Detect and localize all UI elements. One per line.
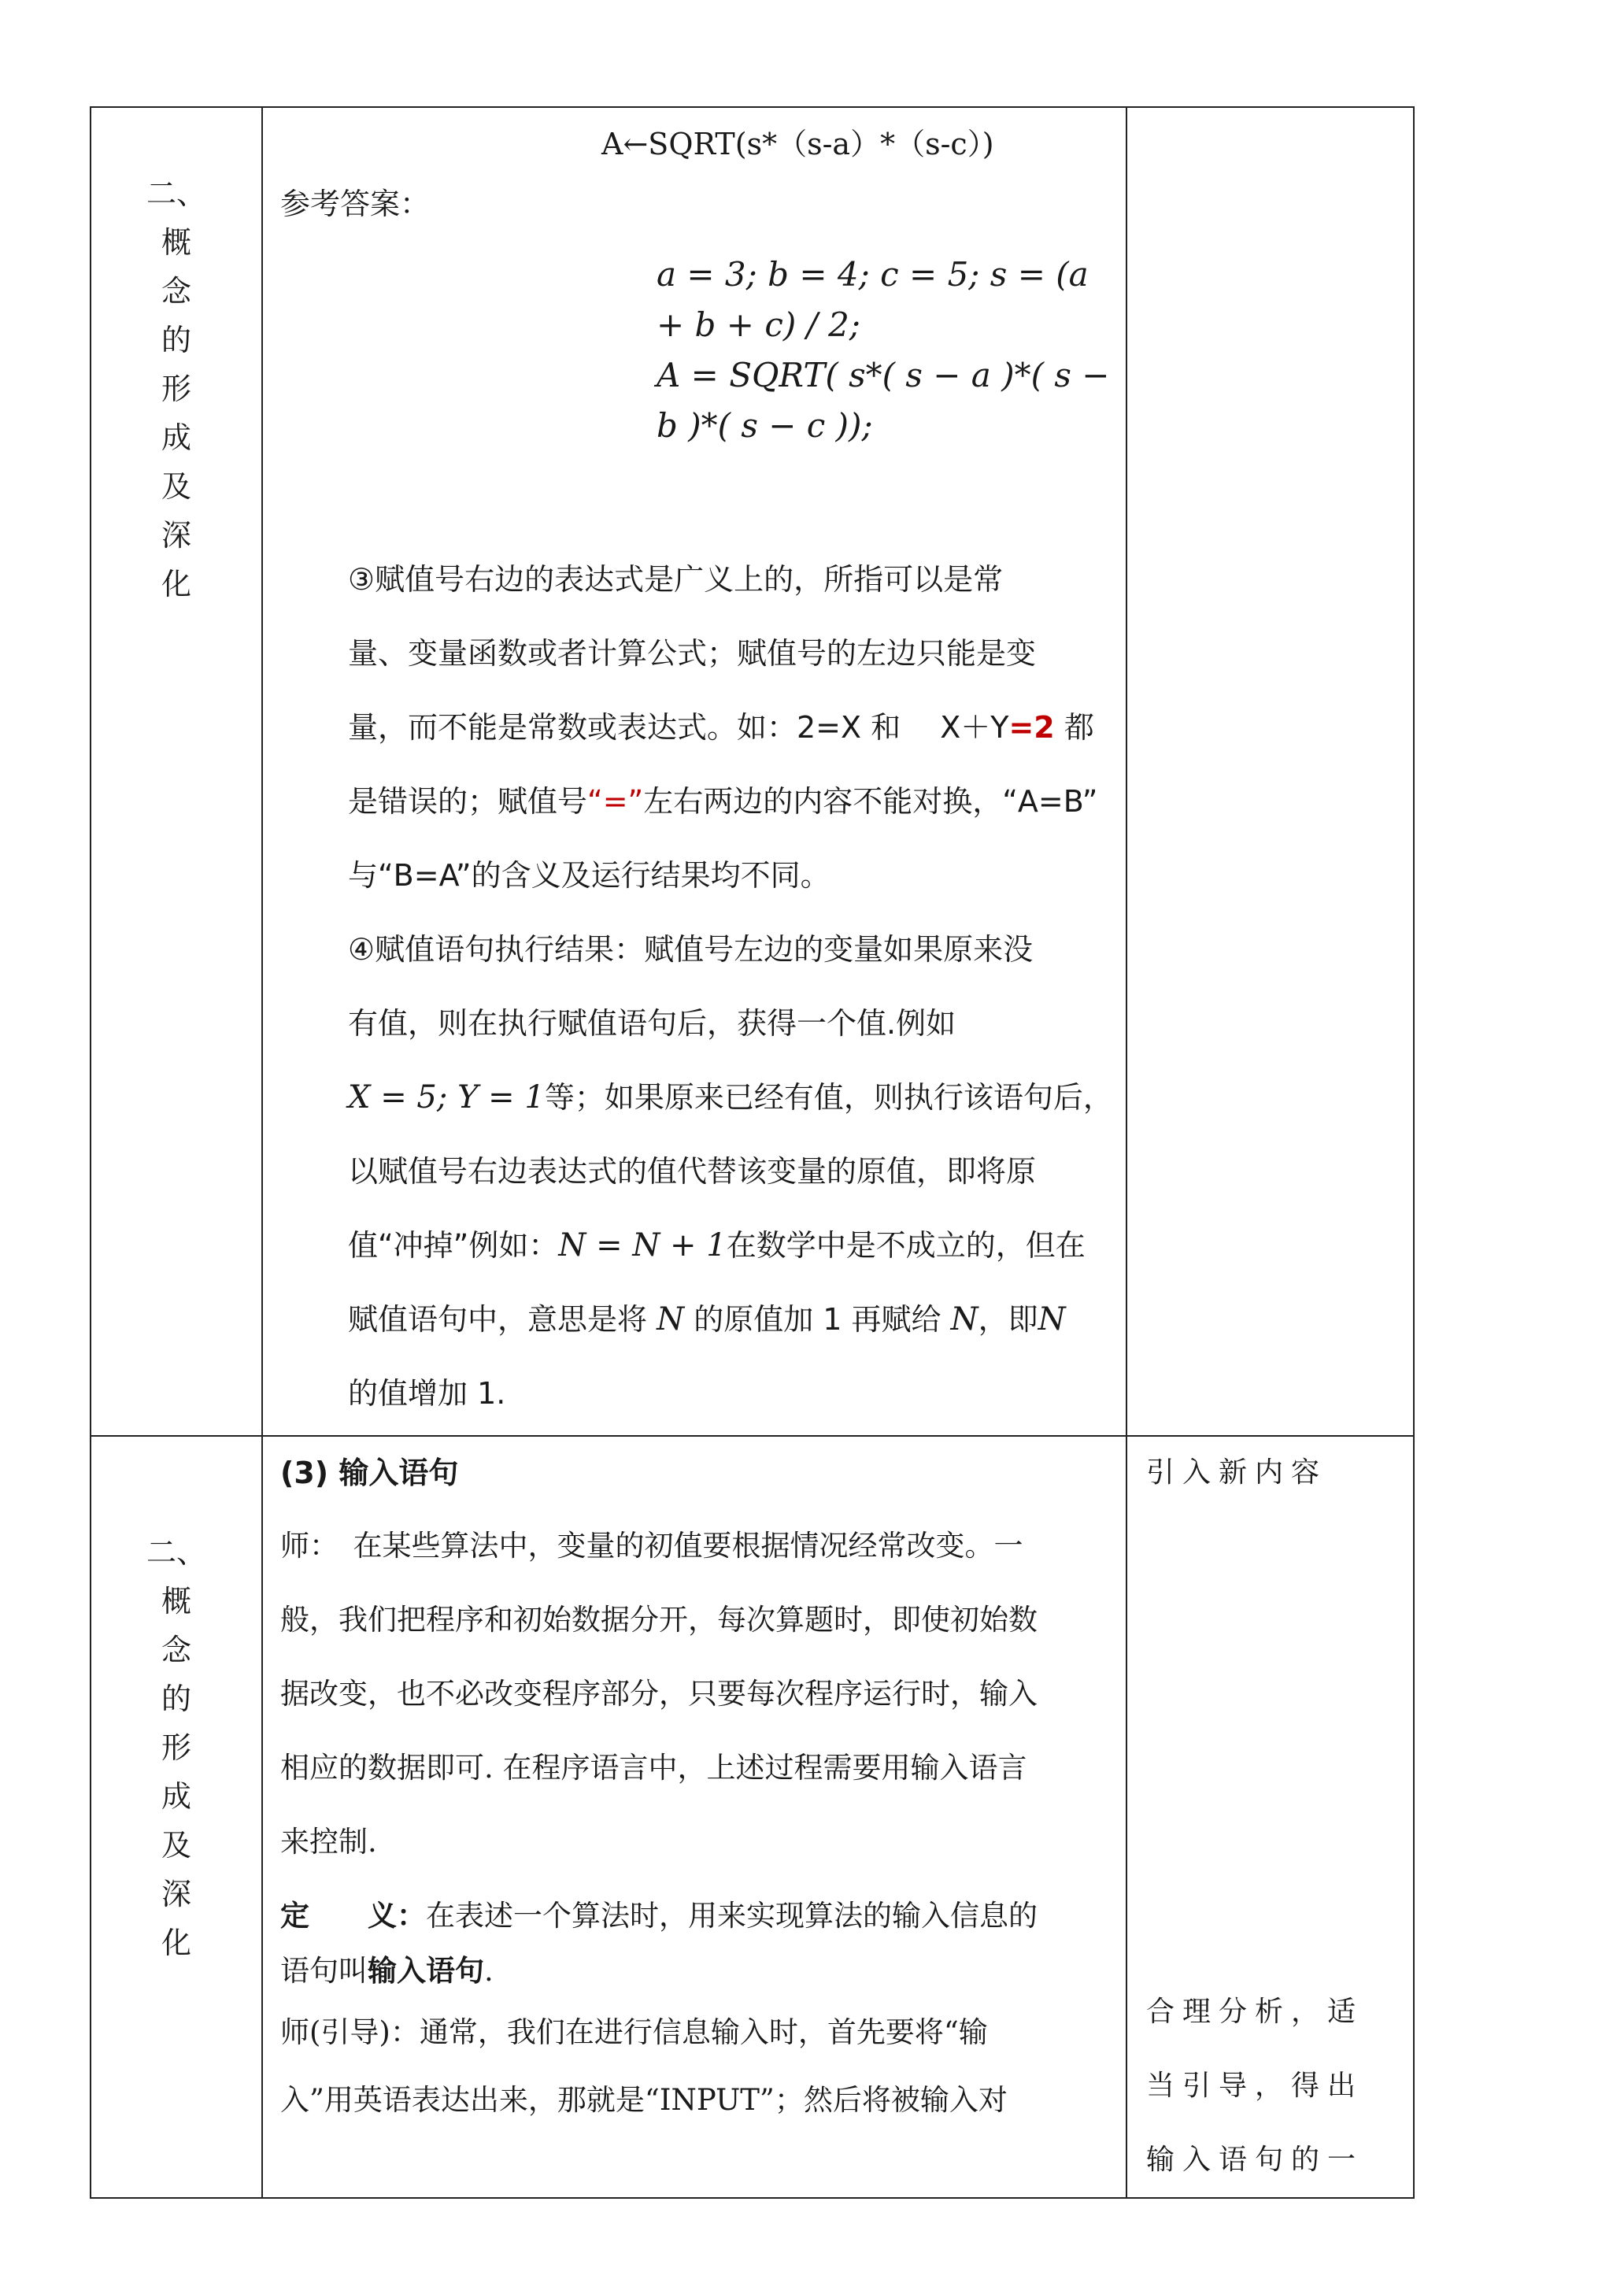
section-label-char: 及	[161, 1828, 191, 1863]
text-run: 的原值加 1 再赋给	[694, 1302, 941, 1337]
definition	[263, 1879, 1126, 1999]
text-line	[348, 1208, 1126, 1282]
note-cell	[1126, 107, 1414, 1436]
text-line: 据改变，也不必改变程序部分，只要每次程序运行时，输入	[280, 1677, 1038, 1711]
text-line: 合理分析，适	[1146, 1996, 1364, 2028]
paragraph-4	[263, 912, 1126, 1430]
section-label-char: 深	[161, 1877, 191, 1911]
definition-label: 定 义：	[280, 1899, 426, 1933]
section-label-char: 化	[161, 1926, 191, 1960]
text-line: 输入语句的一	[1146, 2144, 1364, 2176]
text-run: 在数学中是不成立的，但在	[726, 1228, 1086, 1263]
text-line: 师(引导)：通常，我们在进行信息输入时，首先要将“输	[280, 2015, 988, 2049]
highlight-text: =2	[1008, 710, 1055, 745]
text-line	[348, 690, 1126, 764]
equation-1: a = 3; b = 4; c = 5; s = (a + b + c) / 2;	[657, 255, 1089, 344]
section-label-char: 二、	[146, 176, 206, 211]
text-run: ，即	[978, 1302, 1038, 1337]
text-line: 量、变量函数或者计算公式；赋值号的左边只能是变	[348, 636, 1037, 671]
section-label-char: 概	[161, 225, 191, 260]
text-run: .	[484, 1954, 494, 1988]
section-label-char: 的	[161, 323, 191, 357]
text-line: 师： 在某些算法中，变量的初值要根据情况经常改变。一	[280, 1529, 1023, 1563]
text-run: 值“冲掉”例如：	[348, 1228, 559, 1263]
text-line	[280, 1889, 1126, 1944]
paragraph-3	[263, 451, 1126, 912]
note-text-2	[1127, 1495, 1413, 2197]
section-heading: (3) 输入语句	[280, 1456, 459, 1490]
section-label-char: 形	[161, 1730, 191, 1765]
section-label-char: 深	[161, 518, 191, 553]
formula-line: A←SQRT(s*（s-a）*（s-c）)	[601, 127, 994, 161]
note-cell	[1126, 1436, 1414, 2198]
text-line: 来控制.	[280, 1825, 377, 1859]
math-expression: N	[657, 1301, 685, 1338]
text-line: 入”用英语表达出来，那就是“INPUT”；然后将被输入对	[280, 2083, 1008, 2117]
paragraph-intro	[263, 1495, 1126, 1879]
section-label-char: 念	[161, 1633, 191, 1667]
section-label-char: 念	[161, 274, 191, 309]
highlight-text: “=”	[587, 784, 644, 819]
section-label-cell	[91, 107, 262, 1436]
text-line: 与“B=A”的含义及运行结果均不同。	[348, 858, 830, 893]
text-line: 以赋值号右边表达式的值代替该变量的原值，即将原	[348, 1154, 1037, 1189]
text-run: 赋值语句中，意思是将	[348, 1302, 648, 1337]
text-line	[348, 1060, 1126, 1134]
math-expression: N	[1038, 1301, 1066, 1338]
text-line: 般，我们把程序和初始数据分开，每次算题时，即使初始数	[280, 1603, 1038, 1637]
lesson-table	[90, 106, 1415, 2199]
section-label-char: 概	[161, 1584, 191, 1619]
text-line: ③赋值号右边的表达式是广义上的，所指可以是常	[348, 562, 1004, 597]
text-run: 等；如果原来已经有值，则执行该语句后，	[544, 1080, 1113, 1115]
text-run: 语句叫	[280, 1954, 368, 1988]
section-label-cell	[91, 1436, 262, 2198]
text-line: ④赋值语句执行结果：赋值号左边的变量如果原来没	[348, 932, 1034, 967]
text-run: 是错误的；赋值号	[348, 784, 588, 819]
text-line	[280, 1944, 1126, 1999]
text-line	[348, 764, 1126, 838]
text-run: 在表述一个算法时，用来实现算法的输入信息的	[426, 1899, 1038, 1933]
text-run: 左右两边的内容不能对换，“A=B”	[643, 784, 1098, 819]
section-label-char: 形	[161, 372, 191, 406]
text-line: 的值增加 1.	[348, 1376, 506, 1411]
content-cell	[262, 1436, 1126, 2198]
section-label-char: 成	[161, 1779, 191, 1814]
table-row	[91, 107, 1414, 1436]
table-row	[91, 1436, 1414, 2198]
content-cell	[262, 107, 1126, 1436]
math-expression: N = N + 1	[558, 1227, 727, 1264]
section-label-char: 化	[161, 567, 191, 601]
text-line: 相应的数据即可. 在程序语言中，上述过程需要用输入语言	[280, 1751, 1027, 1785]
math-expression: N	[950, 1301, 978, 1338]
math-expression: X = 5; Y = 1	[348, 1079, 545, 1116]
section-label-char: 成	[161, 420, 191, 455]
section-label-char: 二、	[146, 1535, 206, 1570]
guide-paragraph	[263, 1999, 1126, 2134]
text-line: 当引导，得出	[1146, 2070, 1364, 2102]
text-line	[348, 1282, 1126, 1356]
note-text: 引入新内容	[1146, 1456, 1328, 1489]
section-label-char: 及	[161, 469, 191, 504]
text-run: 都	[1054, 710, 1094, 745]
text-run: 量，而不能是常数或表达式。如：2=X 和 X＋Y	[348, 710, 1009, 745]
answer-label: 参考答案：	[280, 187, 431, 221]
section-label-char: 的	[161, 1682, 191, 1716]
equation-2: A = SQRT( s*( s − a )*( s − b )*( s − c ));	[657, 356, 1110, 445]
text-line: 有值，则在执行赋值语句后，获得一个值.例如	[348, 1006, 956, 1041]
term-highlight: 输入语句	[368, 1954, 484, 1988]
